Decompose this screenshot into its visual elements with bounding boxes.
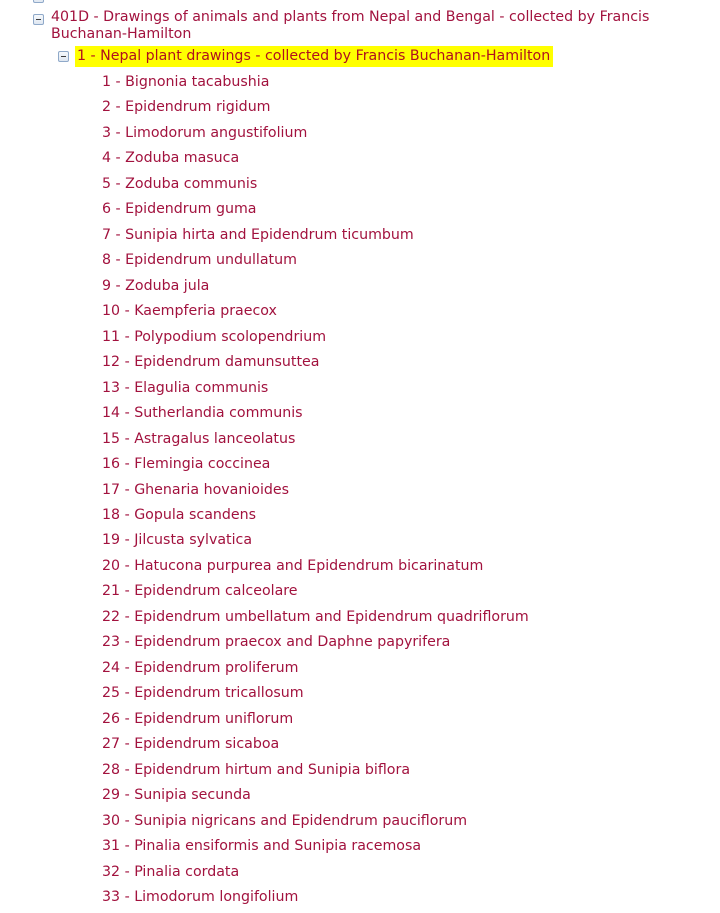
tree-leaf-item[interactable]: 3 - Limodorum angustifolium — [102, 124, 308, 141]
collapse-toggle-icon[interactable] — [33, 0, 44, 3]
tree-leaf-item[interactable]: 9 - Zoduba jula — [102, 277, 210, 294]
tree-leaf-item[interactable]: 8 - Epidendrum undullatum — [102, 252, 297, 269]
tree-leaf-item[interactable]: 22 - Epidendrum umbellatum and Epidendrum quadriflorum — [102, 608, 529, 625]
tree-leaf-item[interactable]: 27 - Epidendrum sicaboa — [102, 736, 280, 753]
tree-leaf-item[interactable]: 26 - Epidendrum uniflorum — [102, 710, 294, 727]
tree-node-label-highlighted[interactable]: 1 - Nepal plant drawings - collected by Francis Buchanan-Hamilton — [75, 46, 553, 67]
tree-leaf-item[interactable]: 15 - Astragalus lanceolatus — [102, 430, 296, 447]
tree-leaf-item[interactable]: 6 - Epidendrum guma — [102, 201, 257, 218]
tree-leaf-item[interactable]: 17 - Ghenaria hovanioides — [102, 481, 290, 498]
tree-leaf-item[interactable]: 18 - Gopula scandens — [102, 506, 257, 523]
tree-leaf-item[interactable]: 33 - Limodorum longifolium — [102, 889, 299, 905]
tree-leaf-item[interactable]: 19 - Jilcusta sylvatica — [102, 532, 253, 549]
tree-node-previous-clipped — [33, 0, 44, 3]
tree-leaf-item[interactable]: 16 - Flemingia coccinea — [102, 456, 271, 473]
tree-leaf-item[interactable]: 7 - Sunipia hirta and Epidendrum ticumbum — [102, 226, 414, 243]
tree-leaf-item[interactable]: 12 - Epidendrum damunsuttea — [102, 354, 320, 371]
tree-leaf-item[interactable]: 21 - Epidendrum calceolare — [102, 583, 298, 600]
tree-leaf-item[interactable]: 24 - Epidendrum proliferum — [102, 659, 299, 676]
tree-leaf-item[interactable]: 23 - Epidendrum praecox and Daphne papyrifera — [102, 634, 451, 651]
collapse-toggle-icon[interactable] — [58, 51, 69, 62]
tree-leaf-item[interactable]: 10 - Kaempferia praecox — [102, 303, 277, 320]
tree-leaf-item[interactable]: 30 - Sunipia nigricans and Epidendrum pauciflorum — [102, 812, 468, 829]
collapse-toggle-icon[interactable] — [33, 14, 44, 25]
tree-leaf-item[interactable]: 32 - Pinalia cordata — [102, 863, 240, 880]
tree-leaf-item[interactable]: 5 - Zoduba communis — [102, 175, 258, 192]
tree-leaf-item[interactable]: 13 - Elagulia communis — [102, 379, 269, 396]
tree-node-collection[interactable] — [33, 9, 693, 43]
tree-node-label[interactable]: 401D - Drawings of animals and plants from Nepal and Bengal - collected by Francis Buchanan-Hamilton — [51, 9, 650, 42]
tree-leaf-item[interactable]: 4 - Zoduba masuca — [102, 150, 240, 167]
tree-leaf-item[interactable]: 1 - Bignonia tacabushia — [102, 74, 270, 90]
tree-leaf-item[interactable]: 2 - Epidendrum rigidum — [102, 99, 271, 116]
tree-leaf-item[interactable]: 11 - Polypodium scolopendrium — [102, 328, 327, 345]
tree-leaf-list — [102, 70, 529, 910]
tree-leaf-item[interactable]: 25 - Epidendrum tricallosum — [102, 685, 304, 702]
tree-leaf-item[interactable]: 31 - Pinalia ensiformis and Sunipia racemosa — [102, 838, 422, 855]
tree-leaf-item[interactable]: 28 - Epidendrum hirtum and Sunipia biflora — [102, 761, 411, 778]
tree-leaf-item[interactable]: 29 - Sunipia secunda — [102, 787, 251, 804]
tree-leaf-item[interactable]: 20 - Hatucona purpurea and Epidendrum bicarinatum — [102, 557, 484, 574]
tree-leaf-item[interactable]: 14 - Sutherlandia communis — [102, 405, 303, 422]
tree-node-series-selected[interactable] — [58, 46, 553, 67]
